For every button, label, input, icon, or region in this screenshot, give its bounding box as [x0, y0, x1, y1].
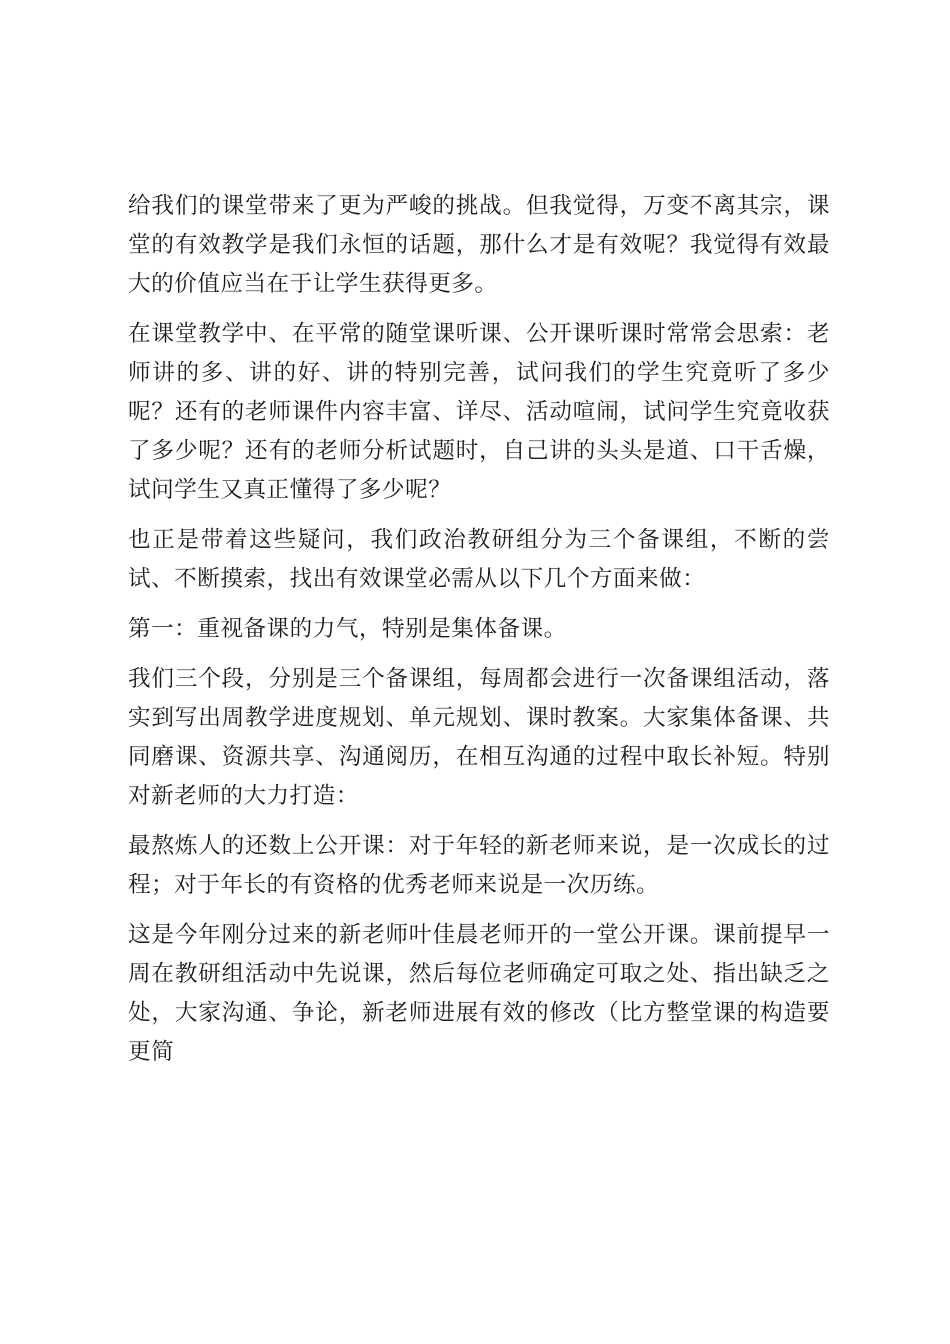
document-body	[128, 187, 830, 1083]
paragraph-6: 最熬炼人的还数上公开课：对于年轻的新老师来说，是一次成长的过程；对于年长的有资格的优秀老师来说是一次历练。	[128, 833, 830, 898]
paragraph-3: 也正是带着这些疑问，我们政治教研组分为三个备课组，不断的尝试、不断摸索，找出有效课堂必需从以下几个方面来做：	[128, 527, 830, 592]
paragraph-2: 在课堂教学中、在平常的随堂课听课、公开课听课时常常会思索：老师讲的多、讲的好、讲的特别完善，试问我们的学生究竟听了多少呢？还有的老师课件内容丰富、详尽、活动喧闹，试问学生究竟收获了多少呢？还有的老师分析试题时，自己讲的头头是道、口干舌燥，试问学生又真正懂得了多少呢？	[128, 321, 830, 503]
paragraph-7: 这是今年刚分过来的新老师叶佳晨老师开的一堂公开课。课前提早一周在教研组活动中先说课，然后每位老师确定可取之处、指出缺乏之处，大家沟通、争论，新老师进展有效的修改（比方整堂课的构造要更简	[128, 922, 830, 1065]
paragraph-1: 给我们的课堂带来了更为严峻的挑战。但我觉得，万变不离其宗，课堂的有效教学是我们永恒的话题，那什么才是有效呢？我觉得有效最大的价值应当在于让学生获得更多。	[128, 193, 830, 297]
paragraph-5: 我们三个段，分别是三个备课组，每周都会进行一次备课组活动，落实到写出周教学进度规划、单元规划、课时教案。大家集体备课、共同磨课、资源共享、沟通阅历，在相互沟通的过程中取长补短。特别对新老师的大力打造：	[128, 666, 830, 809]
paragraph-4-heading: 第一：重视备课的力气，特别是集体备课。	[128, 616, 567, 642]
